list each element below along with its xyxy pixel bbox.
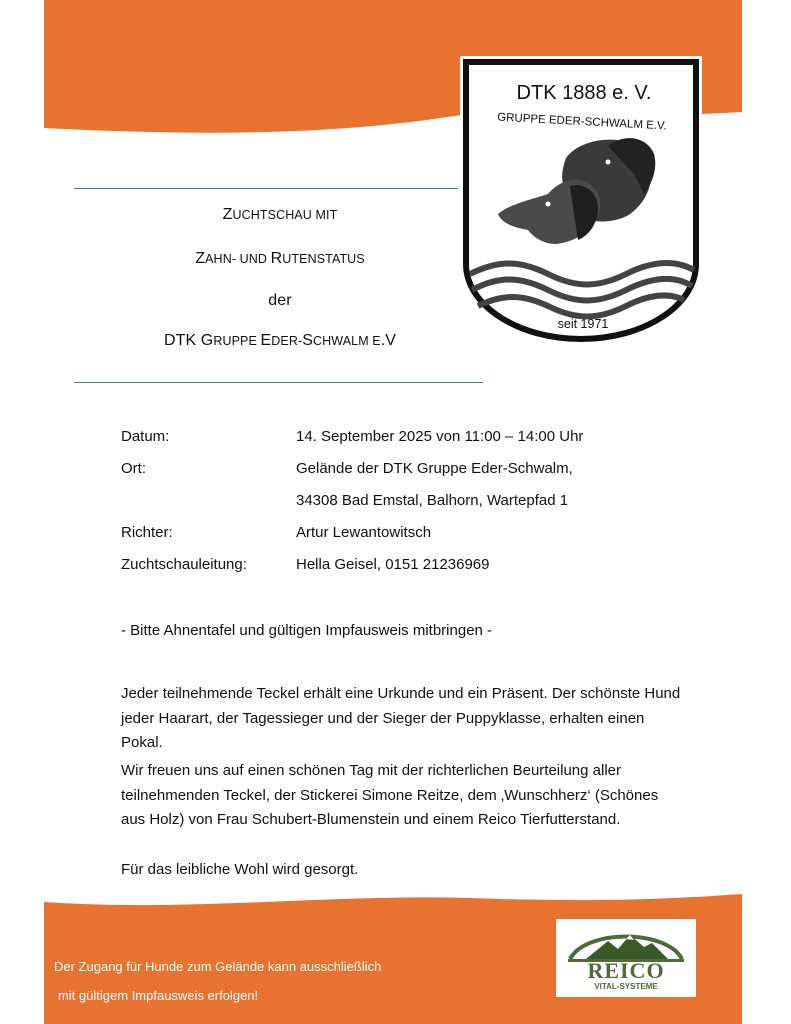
page-title-line-1: ZUCHTSCHAU MIT (222, 206, 338, 223)
info-value-place: Gelände der DTK Gruppe Eder-Schwalm, (296, 460, 573, 477)
notice-text: - Bitte Ahnentafel und gültigen Impfausweis mitbringen - (121, 622, 493, 639)
logo-top-text: DTK 1888 e. V. (516, 82, 652, 104)
footer-line-1: Der Zugang für Hunde zum Gelände kann ausschließlich (54, 959, 382, 974)
title-rule-bottom (74, 382, 483, 383)
info-value-leader: Hella Geisel, 0151 21236969 (296, 556, 490, 573)
title-rule-top (74, 188, 458, 189)
logo-bottom-text: seit 1971 (557, 317, 609, 331)
info-value-address: 34308 Bad Emstal, Balhorn, Wartepfad 1 (296, 492, 569, 509)
club-logo (458, 54, 704, 348)
info-value-judge: Artur Lewantowitsch (296, 524, 432, 541)
page-title-line-2: ZAHN- UND RUTENSTATUS (195, 250, 365, 267)
footer-line-2: mit gültigem Impfausweis erfolgen! (58, 988, 259, 1003)
logo-arc-text: GRUPPE EDER-SCHWALM E.V. (496, 111, 668, 133)
info-label-judge: Richter: (121, 524, 173, 541)
info-label-date: Datum: (121, 428, 170, 445)
sponsor-logo (556, 919, 696, 997)
page-title-line-4: DTK GRUPPE EDER-SCHWALM E.V (163, 332, 397, 349)
sponsor-tagline: VITAL-SYSTEME (594, 982, 658, 991)
sponsor-name: REICO (587, 958, 665, 983)
page-title-line-3: der (268, 292, 292, 309)
paragraph-catering: Für das leibliche Wohl wird gesorgt. (121, 861, 359, 878)
paragraph-exhibitors: Wir freuen uns auf einen schönen Tag mit der richterlichen Beurteilung aller teilnehmenden Teckel, der Stickerei Simone Reitze, dem ‚Wunschherz‘ (Schönes aus Holz) von Frau Schubert-Blumenstein und einem Reico Tierfutterstand. (121, 762, 659, 828)
paragraph-prizes: Jeder teilnehmende Teckel erhält eine Urkunde und ein Präsent. Der schönste Hund jeder Haarart, der Tagessieger und der Sieger der Puppyklasse, erhalten einen Pokal. (121, 685, 681, 751)
info-value-date: 14. September 2025 von 11:00 – 14:00 Uhr (296, 428, 584, 445)
info-label-place: Ort: (121, 460, 146, 477)
info-label-leader: Zuchtschauleitung: (121, 556, 247, 573)
